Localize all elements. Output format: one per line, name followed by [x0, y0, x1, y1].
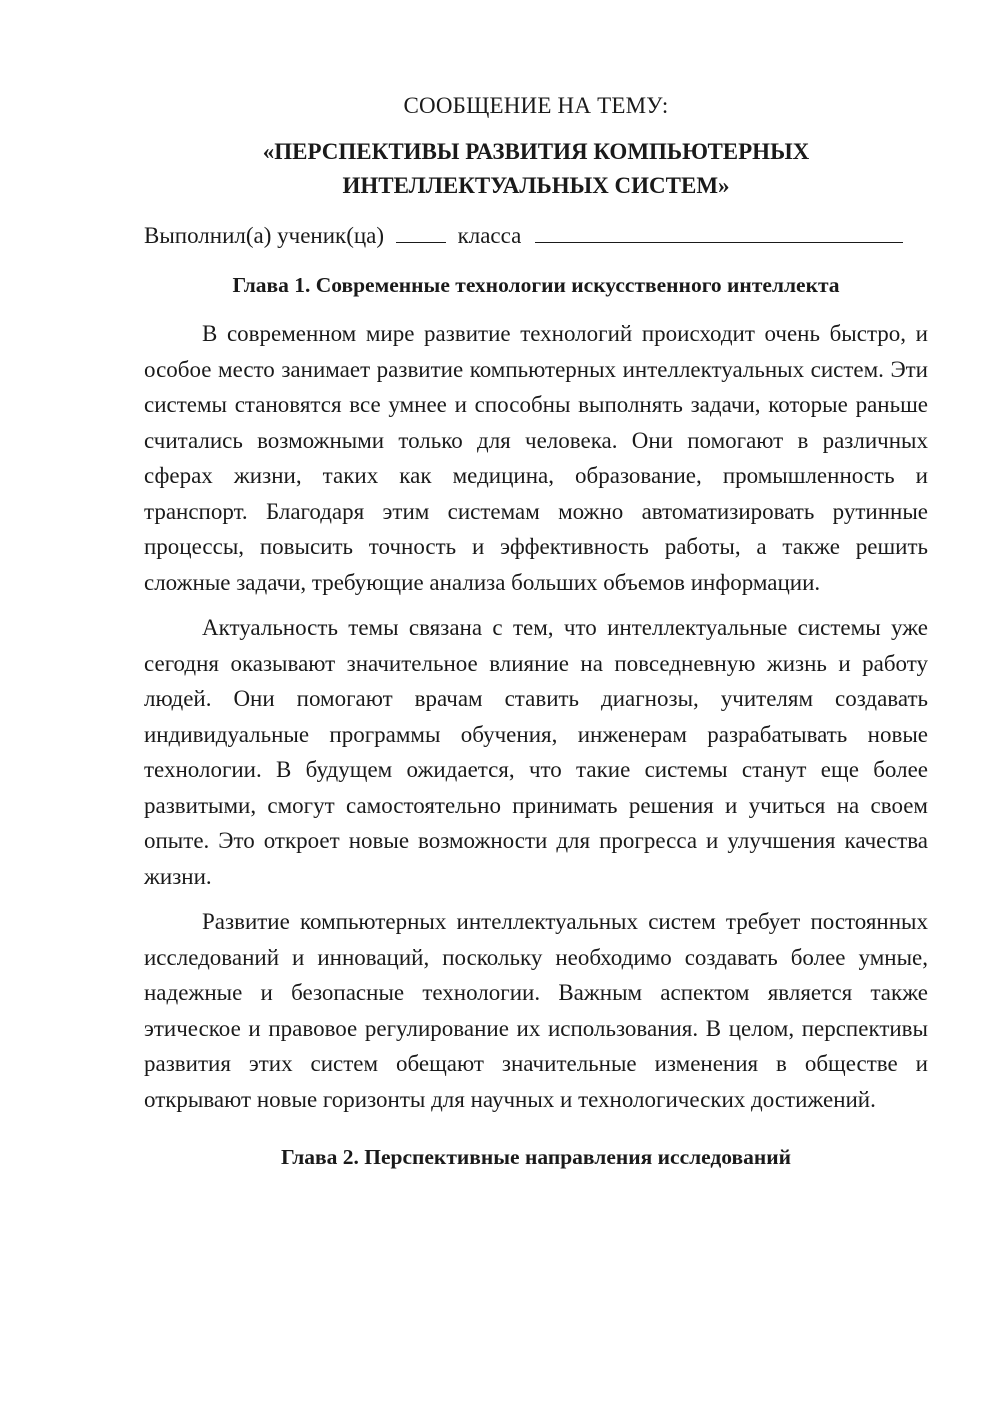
topic-label: СООБЩЕНИЕ НА ТЕМУ:: [403, 93, 669, 118]
grade-blank: [396, 222, 446, 243]
name-blank: [535, 222, 903, 243]
author-line: [144, 222, 928, 250]
chapter-1-paragraph-2: Актуальность темы связана с тем, что интеллектуальные системы уже сегодня оказывают значительное влияние на повседневную жизнь и работу людей. Они помогают врачам ставить диагнозы, учителям создавать индивидуальные программы обучения, инженерам разрабатывать новые технологии. В будущем ожидается, что такие системы станут еще более развитыми, смогут самостоятельно принимать решения и учиться на своем опыте. Это откроет новые возможности для прогресса и улучшения качества жизни.: [144, 615, 928, 889]
author-prefix: Выполнил(а) ученик(ца): [144, 223, 385, 248]
chapter-1-paragraph-3: Развитие компьютерных интеллектуальных систем требует постоянных исследований и инноваций, поскольку необходимо создавать более умные, надежные и безопасные технологии. Важным аспектом является также этическое и правовое регулирование их использования. В целом, перспективы развития этих систем обещают значительные изменения в обществе и открывают новые горизонты для научных и технологических достижений.: [144, 909, 928, 1112]
chapter-1-heading: Глава 1. Современные технологии искусственного интеллекта: [232, 273, 840, 297]
chapter-1-paragraph-1: В современном мире развитие технологий происходит очень быстро, и особое место занимает развитие компьютерных интеллектуальных систем. Эти системы становятся все умнее и способны выполнять задачи, которые раньше считались возможными только для человека. Они помогают в различных сферах жизни, таких как медицина, образование, промышленность и транспорт. Благодаря этим системам можно автоматизировать рутинные процессы, повысить точность и эффективность работы, а также решить сложные задачи, требующие анализа больших объемов информации.: [144, 321, 928, 595]
class-label: класса: [457, 223, 522, 248]
document-page: [144, 92, 928, 1171]
chapter-2-heading: Глава 2. Перспективные направления исследований: [280, 1145, 792, 1169]
document-title: «ПЕРСПЕКТИВЫ РАЗВИТИЯ КОМПЬЮТЕРНЫХ ИНТЕЛЛЕКТУАЛЬНЫХ СИСТЕМ»: [262, 139, 810, 198]
